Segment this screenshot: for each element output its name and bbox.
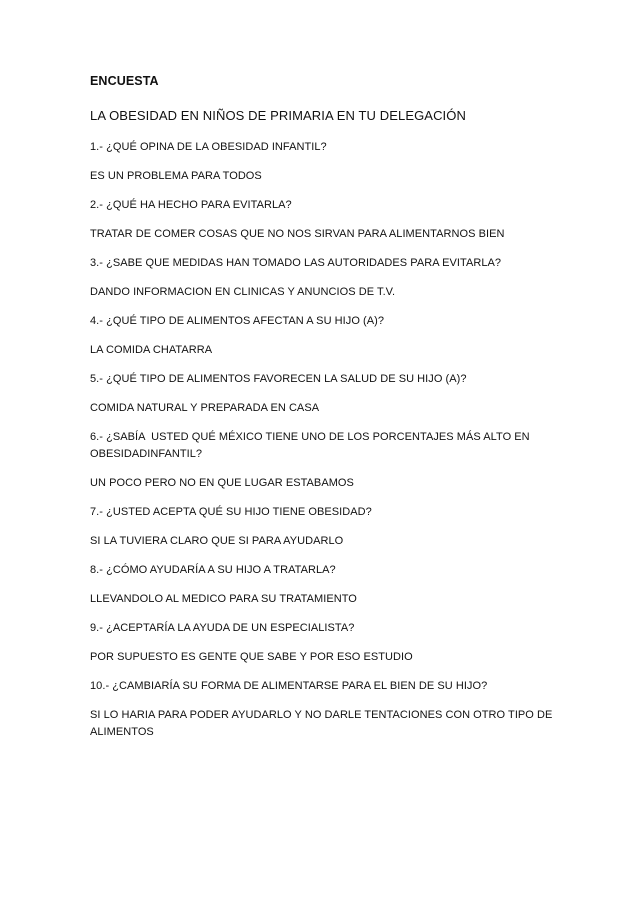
document-title: ENCUESTA: [90, 74, 159, 88]
document-subtitle: LA OBESIDAD EN NIÑOS DE PRIMARIA EN TU DELEGACIÓN: [90, 108, 466, 123]
survey-list: [90, 140, 560, 739]
answer-3: DANDO INFORMACION EN CLINICAS Y ANUNCIOS DE T.V.: [90, 286, 396, 298]
answer-5: COMIDA NATURAL Y PREPARADA EN CASA: [90, 402, 320, 414]
question-10: 10.- ¿CAMBIARÍA SU FORMA DE ALIMENTARSE PARA EL BIEN DE SU HIJO?: [90, 680, 488, 692]
answer-8: LLEVANDOLO AL MEDICO PARA SU TRATAMIENTO: [90, 593, 357, 605]
question-8: 8.- ¿CÓMO AYUDARÍA A SU HIJO A TRATARLA?: [90, 564, 336, 576]
question-9: 9.- ¿ACEPTARÍA LA AYUDA DE UN ESPECIALISTA?: [90, 622, 355, 634]
question-4: 4.- ¿QUÉ TIPO DE ALIMENTOS AFECTAN A SU HIJO (A)?: [90, 315, 385, 327]
question-1: 1.- ¿QUÉ OPINA DE LA OBESIDAD INFANTIL?: [90, 141, 327, 153]
question-3: 3.- ¿SABE QUE MEDIDAS HAN TOMADO LAS AUTORIDADES PARA EVITARLA?: [90, 257, 502, 269]
question-6-line-1: 6.- ¿SABÍA USTED QUÉ MÉXICO TIENE UNO DE LOS PORCENTAJES MÁS ALTO EN: [90, 431, 530, 443]
question-5: 5.- ¿QUÉ TIPO DE ALIMENTOS FAVORECEN LA SALUD DE SU HIJO (A)?: [90, 373, 467, 385]
answer-10-line-2: ALIMENTOS: [90, 726, 154, 738]
answer-6: UN POCO PERO NO EN QUE LUGAR ESTABAMOS: [90, 477, 354, 489]
answer-2: TRATAR DE COMER COSAS QUE NO NOS SIRVAN PARA ALIMENTARNOS BIEN: [90, 228, 505, 240]
question-2: 2.- ¿QUÉ HA HECHO PARA EVITARLA?: [90, 199, 292, 211]
answer-1: ES UN PROBLEMA PARA TODOS: [90, 170, 262, 182]
answer-10-line-1: SI LO HARIA PARA PODER AYUDARLO Y NO DARLE TENTACIONES CON OTRO TIPO DE: [90, 709, 553, 721]
question-6-line-2: OBESIDADINFANTIL?: [90, 448, 203, 460]
answer-7: SI LA TUVIERA CLARO QUE SI PARA AYUDARLO: [90, 535, 344, 547]
answer-9: POR SUPUESTO ES GENTE QUE SABE Y POR ESO ESTUDIO: [90, 651, 413, 663]
answer-4: LA COMIDA CHATARRA: [90, 344, 213, 356]
question-7: 7.- ¿USTED ACEPTA QUÉ SU HIJO TIENE OBESIDAD?: [90, 506, 372, 518]
